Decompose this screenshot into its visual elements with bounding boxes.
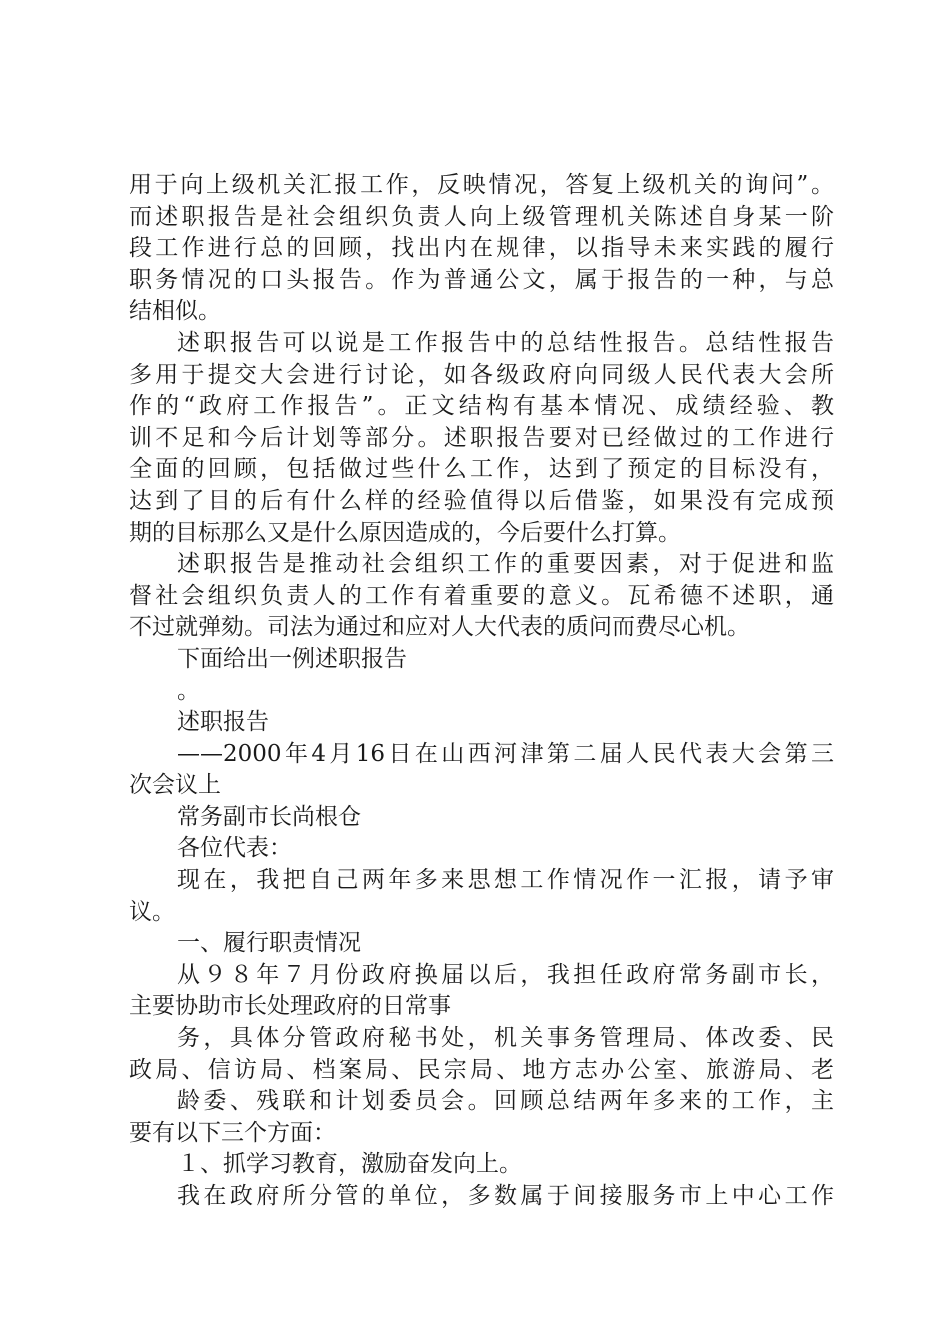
subsection-heading: １、抓学习教育，激励奋发向上。 <box>177 1151 522 1178</box>
text-line: 全面的回顾，包括做过些什么工作，达到了预定的目标没有， <box>129 456 834 483</box>
report-title: 述职报告 <box>177 709 269 736</box>
text-line: 用于向上级机关汇报工作，反映情况，答复上级机关的询问”。 <box>129 172 834 198</box>
text-line: 期的目标那么又是什么原因造成的，今后要什么打算。 <box>129 519 681 546</box>
document-body <box>129 170 834 1213</box>
text-line: 不过就弹劾。司法为通过和应对人大代表的质问而费尽心机。 <box>129 614 750 641</box>
salutation: 各位代表： <box>177 835 292 862</box>
report-subtitle-cont: 次会议上 <box>129 772 221 799</box>
text-line: 要有以下三个方面： <box>129 1119 336 1146</box>
text-line: 述职报告是推动社会组织工作的重要因素，对于促进和监 <box>177 551 834 578</box>
text-line: 我在政府所分管的单位，多数属于间接服务市上中心工作 <box>177 1183 834 1209</box>
text-line: 主要协助市长处理政府的日常事 <box>129 993 451 1020</box>
text-line: 作的“政府工作报告”。正文结构有基本情况、成绩经验、教 <box>129 393 834 420</box>
text-line: 务，具体分管政府秘书处，机关事务管理局、体改委、民 <box>177 1025 834 1052</box>
text-line: 议。 <box>129 898 175 925</box>
text-line: 训不足和今后计划等部分。述职报告要对已经做过的工作进行 <box>129 424 834 451</box>
report-subtitle: ——2000年4月16日在山西河津第二届人民代表大会第三 <box>177 740 834 767</box>
text-line: 从９８年７月份政府换届以后，我担任政府常务副市长， <box>177 961 834 988</box>
text-line: 结相似。 <box>129 298 221 325</box>
text-line: 段工作进行总的回顾，找出内在规律，以指导未来实践的履行 <box>129 235 834 262</box>
text-line: 下面给出一例述职报告 <box>177 645 407 672</box>
section-heading: 一、履行职责情况 <box>177 930 361 957</box>
text-line: 龄委、残联和计划委员会。回顾总结两年多来的工作，主 <box>177 1088 834 1115</box>
text-line: 职务情况的口头报告。作为普通公文，属于报告的一种，与总 <box>129 266 834 293</box>
report-author: 常务副市长尚根仓 <box>177 803 361 830</box>
text-line: 达到了目的后有什么样的经验值得以后借鉴，如果没有完成预 <box>129 487 834 514</box>
text-line: 述职报告可以说是工作报告中的总结性报告。总结性报告 <box>177 329 834 356</box>
text-line: 政局、信访局、档案局、民宗局、地方志办公室、旅游局、老 <box>129 1056 834 1083</box>
text-line: 督社会组织负责人的工作有着重要的意义。瓦希德不述职，通 <box>129 582 834 609</box>
text-line: 现在，我把自己两年多来思想工作情况作一汇报，请予审 <box>177 867 834 894</box>
text-line: 而述职报告是社会组织负责人向上级管理机关陈述自身某一阶 <box>129 203 834 230</box>
text-line: 多用于提交大会进行讨论，如各级政府向同级人民代表大会所 <box>129 361 834 388</box>
text-line: 。 <box>177 677 200 704</box>
